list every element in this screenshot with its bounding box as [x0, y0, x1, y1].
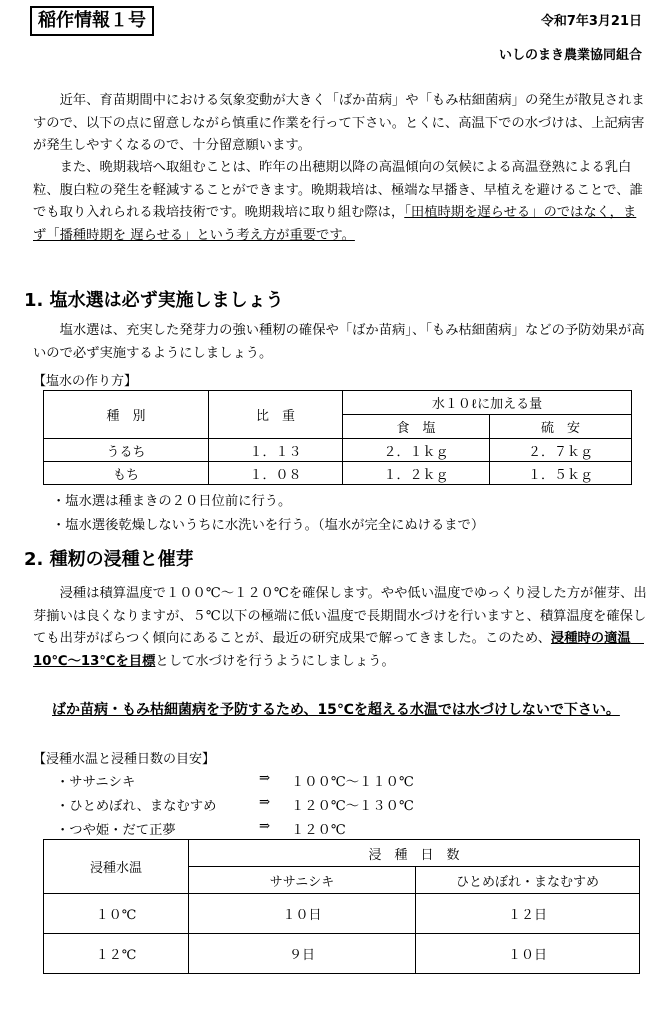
intro-paragraph-2-text: また、晩期栽培へ取組むことは、昨年の出穂期以降の高温傾向の気候による高温登熟による乳白粒、腹白粒の発生を軽減することができます。晩期栽培は、極端な早播き、早植えを避けることで、誰でも取り入れられる栽培技術です。晩期栽培に取り組む際は， [33, 160, 643, 220]
header-kind: 種 別 [44, 391, 209, 439]
organization-name: いしのまき農業協同組合 [498, 48, 642, 63]
section2-text [33, 583, 648, 673]
arrow-icon: ⇒ [259, 819, 271, 834]
header-salt: 食 塩 [343, 415, 490, 439]
kind-cell: もち [44, 462, 209, 485]
intro-paragraph-2-underlined: 「田植時期を遅らせる」のではなく，まず「播種時期を 遅らせる」という考え方が重要です。 [33, 205, 637, 243]
soaking-guide-label: 【浸種水温と浸種日数の目安】 [33, 752, 216, 767]
table-row [44, 934, 640, 974]
table-row [44, 439, 632, 462]
document-title: 稲作情報１号 [30, 6, 154, 36]
salt-cell: １．２ｋｇ [343, 462, 490, 485]
salt-water-table-label: 【塩水の作り方】 [33, 374, 138, 389]
section2-text-a: 浸種は積算温度で１００℃～１２０℃を確保します。やや低い温度でゆっくり浸した方が催芽、出芽揃いは良くなりますが、５℃以下の極端に低い温度で長期間水づけを行いますと、積算温度を確保しても出芽がばらつく傾向にあることが、最近の研究成果で解ってきました。このため、 [33, 586, 647, 646]
header-sulfate: 硫 安 [490, 415, 632, 439]
hitomebore-days-cell: １０日 [416, 934, 640, 974]
header-soak-days: 浸 種 日 数 [189, 840, 640, 867]
variety-name: ・ひとめぼれ、まなむすめ [56, 799, 217, 814]
section1-heading: 1. 塩水選は必ず実施しましょう [24, 290, 284, 311]
sasanishiki-days-cell: １０日 [189, 894, 416, 934]
variety-name: ・つや姫・だて正夢 [56, 823, 176, 838]
soak-temp-cell: １０℃ [44, 894, 189, 934]
header-hitomebore: ひとめぼれ・まなむすめ [416, 867, 640, 894]
variety-temp: １２０℃ [291, 823, 346, 838]
gravity-cell: １．１３ [209, 439, 343, 462]
header-soak-temp: 浸種水温 [44, 840, 189, 894]
list-item: ・塩水選後乾燥しないうちに水洗いを行う。（塩水が完全にぬけるまで） [52, 518, 485, 533]
intro-paragraph-2 [33, 157, 648, 247]
section2-emphasis: 浸種時の適温 10℃～13℃を目標 [33, 631, 644, 669]
soak-temp-cell: １２℃ [44, 934, 189, 974]
salt-water-table [43, 390, 632, 485]
variety-name: ・ササニシキ [56, 775, 136, 790]
arrow-icon: ⇒ [259, 795, 271, 810]
warning-text: ばか苗病・もみ枯細菌病を予防するため、15℃を超える水温では水づけしないで下さい。 [52, 702, 620, 718]
variety-temp: １２０℃～１３０℃ [291, 799, 414, 814]
kind-cell: うるち [44, 439, 209, 462]
variety-temp: １００℃～１１０℃ [291, 775, 414, 790]
sulfate-cell: ２．７ｋｇ [490, 439, 632, 462]
gravity-cell: １．０８ [209, 462, 343, 485]
table-row [44, 462, 632, 485]
soaking-days-table [43, 839, 640, 974]
section2-heading: 2. 種籾の浸種と催芽 [24, 549, 194, 570]
header-add-amount: 水１０ℓに加える量 [343, 391, 632, 415]
sasanishiki-days-cell: ９日 [189, 934, 416, 974]
section2-text-c: として水づけを行うようにしましょう。 [155, 653, 395, 669]
sulfate-cell: １．５ｋｇ [490, 462, 632, 485]
table-row [44, 894, 640, 934]
section1-text: 塩水選は、充実した発芽力の強い種籾の確保や「ばか苗病」、「もみ枯細菌病」などの予防効果が高いので必ず実施するようにしましょう。 [33, 323, 645, 361]
header-sasanishiki: ササニシキ [189, 867, 416, 894]
header-gravity: 比 重 [209, 391, 343, 439]
intro-paragraph-1: 近年、育苗期間中における気象変動が大きく「ばか苗病」や「もみ枯細菌病」の発生が散見されますので、以下の点に留意しながら慎重に作業を行って下さい。とくに、高温下での水づけは、上記病害が発生しやすくなるので、十分留意願います。 [33, 93, 645, 153]
salt-cell: ２．１ｋｇ [343, 439, 490, 462]
arrow-icon: ⇒ [259, 771, 271, 786]
issue-date: 令和7年3月21日 [540, 14, 642, 29]
list-item: ・塩水選は種まきの２０日位前に行う。 [52, 494, 292, 509]
hitomebore-days-cell: １２日 [416, 894, 640, 934]
